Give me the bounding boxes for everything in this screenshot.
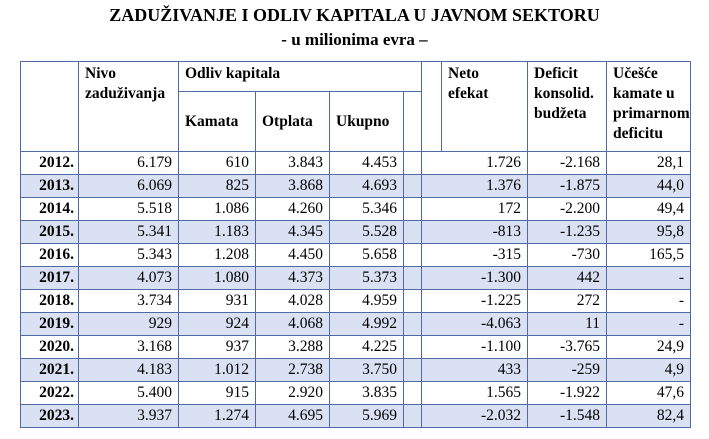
header-odliv: Odliv kapitala [179,62,422,92]
header-neto: Neto efekat [442,62,528,152]
header-nivo: Nivo zaduživanja [79,62,179,152]
header-otplata: Otplata [256,92,330,152]
neto-cell: -813 [422,221,528,244]
year-cell: 2014. [21,198,79,221]
otplata-cell: 4.695 [256,405,330,428]
ukupno-cell: 4.959 [330,290,404,313]
neto-cell: 172 [422,198,528,221]
otplata-cell: 4.373 [256,267,330,290]
spacer-cell [404,267,422,290]
page-title: ZADUŽIVANJE I ODLIV KAPITALA U JAVNOM SEKTORU [109,5,600,25]
header-year [21,62,79,152]
kamata-cell: 1.183 [179,221,256,244]
year-cell: 2023. [21,405,79,428]
deficit-cell: -3.765 [528,336,607,359]
nivo-cell: 929 [79,313,179,336]
nivo-cell: 5.343 [79,244,179,267]
year-cell: 2020. [21,336,79,359]
neto-cell: -1.225 [422,290,528,313]
nivo-cell: 5.518 [79,198,179,221]
neto-cell: -315 [422,244,528,267]
otplata-cell: 2.738 [256,359,330,382]
kamata-cell: 915 [179,382,256,405]
kamata-cell: 924 [179,313,256,336]
neto-cell: -4.063 [422,313,528,336]
deficit-cell: -1.922 [528,382,607,405]
ukupno-cell: 5.373 [330,267,404,290]
ukupno-cell: 4.225 [330,336,404,359]
otplata-cell: 4.260 [256,198,330,221]
deficit-cell: -1.235 [528,221,607,244]
year-cell: 2021. [21,359,79,382]
spacer-cell [404,405,422,428]
deficit-cell: -1.875 [528,175,607,198]
ucesce-cell: 28,1 [607,152,691,175]
deficit-cell: -2.168 [528,152,607,175]
spacer-cell [404,290,422,313]
kamata-cell: 610 [179,152,256,175]
nivo-cell: 4.073 [79,267,179,290]
ucesce-cell: 4,9 [607,359,691,382]
header-deficit: Deficit konsolid. budžeta [528,62,607,152]
kamata-cell: 1.012 [179,359,256,382]
ukupno-cell: 4.992 [330,313,404,336]
year-cell: 2018. [21,290,79,313]
deficit-cell: 272 [528,290,607,313]
ukupno-cell: 5.528 [330,221,404,244]
otplata-cell: 3.868 [256,175,330,198]
ukupno-cell: 4.453 [330,152,404,175]
nivo-cell: 4.183 [79,359,179,382]
otplata-cell: 4.345 [256,221,330,244]
ucesce-cell: - [607,313,691,336]
nivo-cell: 3.937 [79,405,179,428]
year-cell: 2019. [21,313,79,336]
deficit-cell: -2.200 [528,198,607,221]
spacer-cell [404,313,422,336]
ucesce-cell: - [607,290,691,313]
ukupno-cell: 5.658 [330,244,404,267]
spacer-cell [404,244,422,267]
kamata-cell: 1.080 [179,267,256,290]
ukupno-cell: 5.969 [330,405,404,428]
table-row [21,336,691,359]
spacer-cell [404,336,422,359]
table-body [21,152,691,428]
kamata-cell: 1.086 [179,198,256,221]
otplata-cell: 4.068 [256,313,330,336]
neto-cell: 1.565 [422,382,528,405]
nivo-cell: 5.341 [79,221,179,244]
neto-cell: 1.726 [422,152,528,175]
ucesce-cell: 82,4 [607,405,691,428]
neto-cell: 433 [422,359,528,382]
kamata-cell: 825 [179,175,256,198]
spacer-cell [404,152,422,175]
ucesce-cell: 165,5 [607,244,691,267]
header-ucesce: Učešće kamate u primarnom deficitu [607,62,691,152]
nivo-cell: 3.734 [79,290,179,313]
kamata-cell: 937 [179,336,256,359]
table-row [21,221,691,244]
ucesce-cell: - [607,267,691,290]
otplata-cell: 3.288 [256,336,330,359]
page-subtitle: - u milionima evra – [281,30,428,49]
table-row [21,359,691,382]
neto-cell: -1.100 [422,336,528,359]
table-row [21,267,691,290]
spacer-cell [404,175,422,198]
nivo-cell: 5.400 [79,382,179,405]
spacer-cell [404,198,422,221]
kamata-cell: 1.274 [179,405,256,428]
table-row [21,290,691,313]
debt-table [20,61,691,428]
year-cell: 2017. [21,267,79,290]
table-row [21,382,691,405]
ucesce-cell: 47,6 [607,382,691,405]
ucesce-cell: 44,0 [607,175,691,198]
ukupno-cell: 3.750 [330,359,404,382]
year-cell: 2015. [21,221,79,244]
header-ukupno: Ukupno [330,92,404,152]
table-row [21,405,691,428]
deficit-cell: -259 [528,359,607,382]
ukupno-cell: 4.693 [330,175,404,198]
header-blank [404,92,422,152]
spacer-cell [404,359,422,382]
table-row [21,175,691,198]
otplata-cell: 4.450 [256,244,330,267]
otplata-cell: 3.843 [256,152,330,175]
neto-cell: 1.376 [422,175,528,198]
header-kamata: Kamata [179,92,256,152]
deficit-cell: -1.548 [528,405,607,428]
year-cell: 2022. [21,382,79,405]
nivo-cell: 6.069 [79,175,179,198]
ukupno-cell: 5.346 [330,198,404,221]
ucesce-cell: 95,8 [607,221,691,244]
neto-cell: -1.300 [422,267,528,290]
header-spacer [422,62,442,152]
spacer-cell [404,382,422,405]
ukupno-cell: 3.835 [330,382,404,405]
deficit-cell: 11 [528,313,607,336]
table-row [21,152,691,175]
ucesce-cell: 49,4 [607,198,691,221]
year-cell: 2016. [21,244,79,267]
table-row [21,313,691,336]
nivo-cell: 3.168 [79,336,179,359]
year-cell: 2013. [21,175,79,198]
nivo-cell: 6.179 [79,152,179,175]
spacer-cell [404,221,422,244]
otplata-cell: 2.920 [256,382,330,405]
deficit-cell: -730 [528,244,607,267]
otplata-cell: 4.028 [256,290,330,313]
table-row [21,198,691,221]
year-cell: 2012. [21,152,79,175]
ucesce-cell: 24,9 [607,336,691,359]
deficit-cell: 442 [528,267,607,290]
table-row [21,244,691,267]
kamata-cell: 931 [179,290,256,313]
kamata-cell: 1.208 [179,244,256,267]
neto-cell: -2.032 [422,405,528,428]
